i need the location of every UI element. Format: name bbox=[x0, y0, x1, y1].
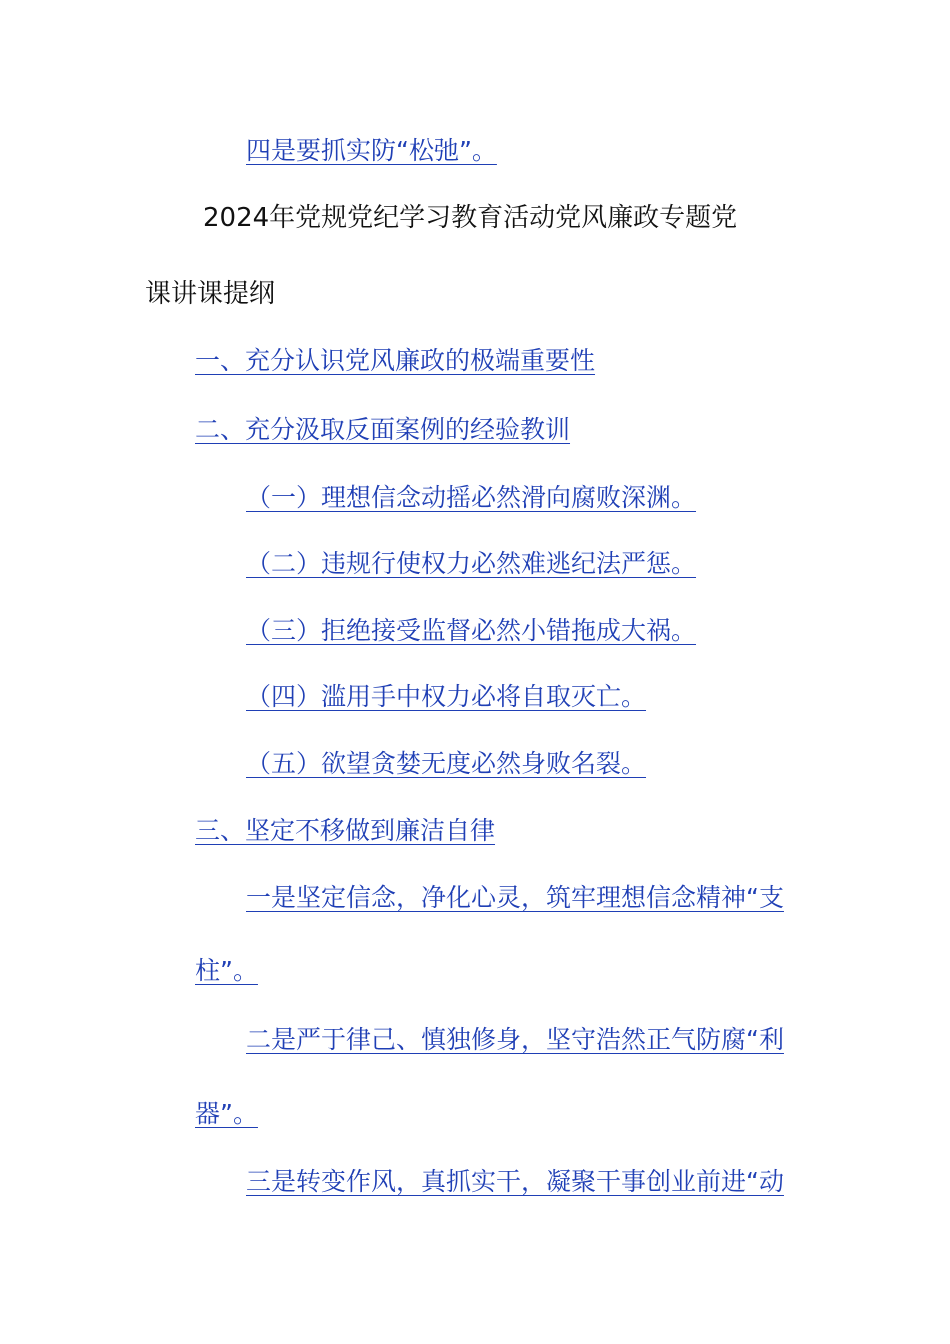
toc-link-sub-3[interactable]: （三）拒绝接受监督必然小错拖成大祸。 bbox=[246, 616, 697, 645]
toc-link-prev-item[interactable]: 四是要抓实防“松弛”。 bbox=[246, 136, 497, 165]
document-title-line-1: 2024年党规党纪学习教育活动党风廉政专题党 bbox=[203, 203, 738, 233]
toc-link-sub-5[interactable]: （五）欲望贪婪无度必然身败名裂。 bbox=[246, 749, 647, 778]
toc-link-para-1-line-1[interactable]: 一是坚定信念，净化心灵，筑牢理想信念精神“支 bbox=[246, 883, 784, 912]
toc-link-sub-4[interactable]: （四）滥用手中权力必将自取灭亡。 bbox=[246, 682, 647, 711]
document-title-line-2: 课讲课提纲 bbox=[145, 279, 276, 309]
toc-link-heading-1[interactable]: 一、充分认识党风廉政的极端重要性 bbox=[195, 346, 596, 375]
toc-link-para-1-line-2[interactable]: 柱”。 bbox=[195, 956, 258, 985]
toc-link-sub-2[interactable]: （二）违规行使权力必然难逃纪法严惩。 bbox=[246, 549, 697, 578]
toc-link-heading-3[interactable]: 三、坚定不移做到廉洁自律 bbox=[195, 816, 496, 845]
toc-link-para-2-line-1[interactable]: 二是严于律己、慎独修身，坚守浩然正气防腐“利 bbox=[246, 1025, 784, 1054]
toc-link-heading-2[interactable]: 二、充分汲取反面案例的经验教训 bbox=[195, 415, 571, 444]
toc-link-para-2-line-2[interactable]: 器”。 bbox=[195, 1099, 258, 1128]
toc-link-sub-1[interactable]: （一）理想信念动摇必然滑向腐败深渊。 bbox=[246, 483, 697, 512]
toc-link-para-3-line-1[interactable]: 三是转变作风，真抓实干，凝聚干事创业前进“动 bbox=[246, 1167, 784, 1196]
